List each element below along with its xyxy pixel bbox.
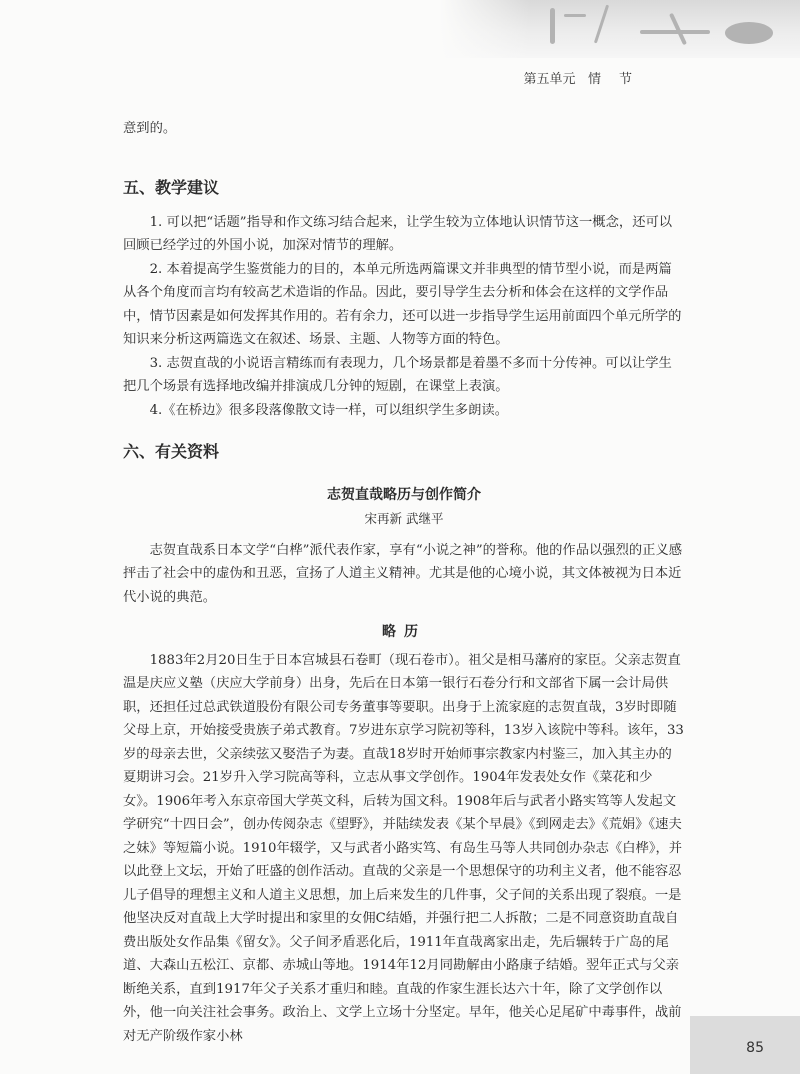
section-5-heading: 五、教学建议 [123,178,220,197]
unit-name-part2: 节 [618,72,632,87]
section-6 [123,440,685,1048]
intro-fragment-block [123,117,685,141]
page-corner [690,1016,800,1074]
article-title: 志贺直哉略历与创作简介 [327,486,481,503]
suggestion-item-2: 2. 本着提高学生鉴赏能力的目的，本单元所选两篇课文并非典型的情节型小说，而是两篇从各个角度而言均有较高艺术造诣的作品。因此，要引导学生去分析和体会在这样的文学作品中，情节因素是如何发挥其作用的。若有余力，还可以进一步指导学生运用前面四个单元所学的知识来分析这两篇选文在叙述、场景、主题、人物等方面的特色。 [123,261,682,347]
unit-name-part1: 情 [587,72,601,87]
unit-title [524,68,632,87]
suggestion-item-1: 1. 可以把“话题”指导和作文练习结合起来，让学生较为立体地认识情节这一概念，还可以回顾已经学过的外国小说，加深对情节的理解。 [123,214,673,253]
unit-label: 第五单元 [523,72,576,87]
intro-fragment: 意到的。 [123,121,177,136]
section-5 [123,176,685,422]
article-summary: 志贺直哉系日本文学“白桦”派代表作家，享有“小说之神”的誉称。他的作品以强烈的正义感抨击了社会中的虚伪和丑恶，宣扬了人道主义精神。尤其是他的心境小说，其文体被视为日本近代小说的典范。 [123,542,683,605]
page-number: 85 [746,1040,764,1056]
biography-text: 1883年2月20日生于日本宫城县石卷町（现石卷市）。祖父是相马藩府的家臣。父亲志贺直温是庆应义塾（庆应大学前身）出身，先后在日本第一银行石卷分行和文部省下属一会计局供职，还担任过总武铁道股份有限公司专务董事等要职。出身于上流家庭的志贺直哉，3岁时即随父母上京，开始接受贵族子弟式教育。7岁进东京学习院初等科，13岁入该院中等科。该年，33岁的母亲去世，父亲续弦又娶浩子为妻。直哉18岁时开始师事宗教家内村鉴三，加入其主办的夏期讲习会。21岁升入学习院高等科，立志从事文学创作。1904年发表处女作《菜花和少女》。1906年考入东京帝国大学英文科，后转为国文科。1908年后与武者小路实笃等人发起文学研究“十四日会”，创办传阅杂志《望野》，并陆续发表《某个早晨》《到网走去》《荒娟》《速夫之妹》等短篇小说。1910年辍学，又与武者小路实笃、有岛生马等人共同创办杂志《白桦》，并以此登上文坛，开始了旺盛的创作活动。直哉的父亲是一个思想保守的功利主义者，他不能容忍儿子倡导的理想主义和人道主义思想，加上后来发生的几件事，父子间的关系出现了裂痕。一是他坚决反对直哉上大学时提出和家里的女佣C结婚，并强行把二人拆散；二是不同意资助直哉自费出版处女作品集《留女》。父子间矛盾恶化后，1911年直哉离家出走，先后辗转于广岛的尾道、大森山五松江、京都、赤城山等地。1914年12月同勘解由小路康子结婚。翌年正式与父亲断绝关系，直到1917年父子关系才重归和睦。直哉的作家生涯长达六十年，除了文学创作以外，他一向关注社会事务。政治上、文学上立场十分坚定。早年，他关心足尾矿中毒事件，战前对无产阶级作家小林 [123,652,684,1044]
header-decoration [440,0,800,58]
biography-subheading: 略历 [382,624,426,640]
suggestion-item-4: 4.《在桥边》很多段落像散文诗一样，可以组织学生多朗读。 [149,402,508,418]
section-6-heading: 六、有关资料 [123,442,220,461]
suggestion-item-3: 3. 志贺直哉的小说语言精练而有表现力，几个场景都是着墨不多而十分传神。可以让学生把几个场景有选择地改编并排演成几分钟的短剧，在课堂上表演。 [123,355,672,394]
article-authors: 宋再新 武继平 [364,511,444,526]
